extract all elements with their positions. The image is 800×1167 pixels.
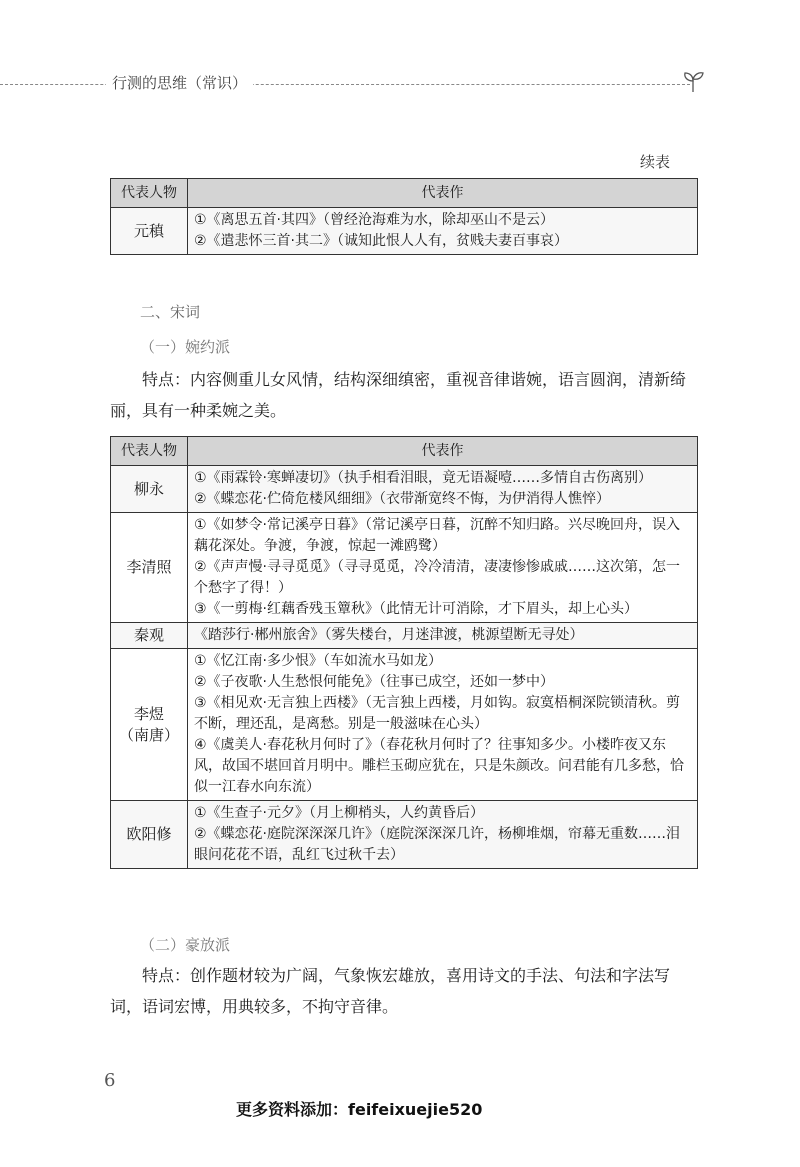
author-cell [111, 208, 188, 255]
col-header-person: 代表人物 [111, 179, 188, 208]
header-title: 行测的思维（常识） [106, 72, 253, 93]
work-entry: 《踏莎行·郴州旅舍》（雾失楼台，月迷津渡，桃源望断无寻处） [194, 627, 584, 643]
author-cell [111, 623, 188, 649]
work-entry: ②《声声慢·寻寻觅觅》（寻寻觅觅，冷冷清清，凄凄惨惨戚戚……这次第，怎一个愁字了得！） [194, 559, 680, 596]
table-row [111, 649, 698, 801]
table-wanyue [110, 436, 698, 869]
works-cell [188, 801, 698, 869]
work-entry: ①《雨霖铃·寒蝉凄切》（执手相看泪眼，竟无语凝噎……多情自古伤离别） [194, 470, 652, 486]
paragraph-wanyue-features: 特点：内容侧重儿女风情，结构深细缜密，重视音律谐婉，语言圆润，清新绮丽，具有一种柔婉之美。 [110, 370, 687, 420]
subsection-heading-wanyue: （一）婉约派 [140, 338, 231, 356]
work-entry: ②《蝶恋花·庭院深深深几许》（庭院深深深几许，杨柳堆烟，帘幕无重数……泪眼问花花不语，乱红飞过秋千去） [194, 826, 680, 863]
table-row [111, 801, 698, 869]
works-cell [188, 513, 698, 623]
col-header-works: 代表作 [188, 179, 698, 208]
continued-label: 续表 [640, 153, 671, 171]
work-entry: ①《离思五首·其四》（曾经沧海难为水，除却巫山不是云） [194, 212, 554, 228]
works-cell [188, 649, 698, 801]
table-top [110, 178, 698, 255]
works-cell [188, 208, 698, 255]
work-entry: ③《一剪梅·红藕香残玉簟秋》（此情无计可消除，才下眉头，却上心头） [194, 601, 638, 617]
work-entry: ②《子夜歌·人生愁恨何能免》（往事已成空，还如一梦中） [194, 674, 554, 690]
author-name: 柳永 [133, 479, 164, 498]
col-header-works: 代表作 [188, 437, 698, 466]
author-cell [111, 466, 188, 513]
work-entry: ②《蝶恋花·伫倚危楼风细细》（衣带渐宽终不悔，为伊消得人憔悴） [194, 491, 610, 507]
work-entry: ②《遣悲怀三首·其二》（诚知此恨人人有，贫贱夫妻百事哀） [194, 233, 568, 249]
author-cell [111, 649, 188, 801]
author-name: 李煜 [133, 704, 164, 723]
table-row [111, 466, 698, 513]
work-entry: ①《生查子·元夕》（月上柳梢头，人约黄昏后） [194, 805, 484, 821]
works-cell [188, 466, 698, 513]
work-entry: ①《如梦令·常记溪亭日暮》（常记溪亭日暮，沉醉不知归路。兴尽晚回舟，误入藕花深处。争渡，争渡，惊起一滩鸥鹭） [194, 517, 680, 554]
table-row [111, 623, 698, 649]
author-name: 李清照 [126, 558, 172, 576]
col-header-person: 代表人物 [111, 437, 188, 466]
table-row [111, 208, 698, 255]
work-entry: ③《相见欢·无言独上西楼》（无言独上西楼，月如钩。寂寞梧桐深院锁清秋。剪不断，理还乱，是离愁。别是一般滋味在心头） [194, 695, 680, 732]
author-name: 元稹 [133, 221, 164, 240]
footer-note: 更多资料添加：feifeixuejie520 [236, 1100, 483, 1119]
header-rule [0, 84, 690, 85]
section-heading-song-ci: 二、宋词 [140, 303, 201, 321]
author-name: 秦观 [133, 626, 164, 644]
author-cell [111, 513, 188, 623]
work-entry: ①《忆江南·多少恨》（车如流水马如龙） [194, 653, 442, 669]
table-row [111, 513, 698, 623]
sprout-icon [680, 68, 706, 94]
author-cell [111, 801, 188, 869]
work-entry: ④《虞美人·春花秋月何时了》（春花秋月何时了？往事知多少。小楼昨夜又东风，故国不堪回首月明中。雕栏玉砌应犹在，只是朱颜改。问君能有几多愁，恰似一江春水向东流） [194, 737, 684, 795]
page-number: 6 [104, 1070, 116, 1091]
subsection-heading-haofang: （二）豪放派 [140, 936, 231, 954]
running-header [0, 68, 800, 98]
paragraph-haofang-features: 特点：创作题材较为广阔，气象恢宏雄放，喜用诗文的手法、句法和字法写词，语词宏博，用典较多，不拘守音律。 [110, 966, 671, 1016]
author-note: （南唐） [118, 725, 179, 744]
works-cell [188, 623, 698, 649]
author-name: 欧阳修 [126, 825, 172, 843]
